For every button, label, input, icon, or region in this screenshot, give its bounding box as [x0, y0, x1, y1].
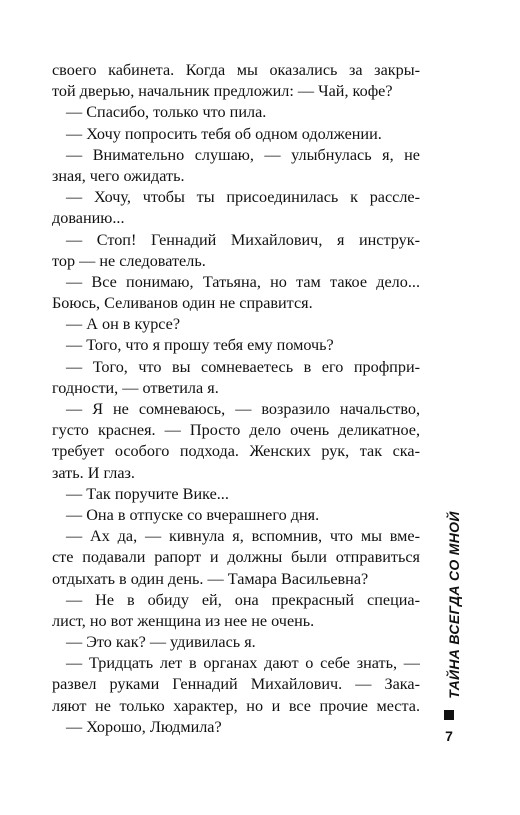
text-line: — А он в курсе?	[66, 315, 181, 334]
text-line: — Ах да, — кивнула я, вспомнив, что мы вме-	[66, 527, 420, 546]
text-line: отдыхать в один день. — Тамара Васильевна?	[52, 569, 369, 588]
text-line: — Того, что вы сомневаетесь в его профпри-	[66, 357, 420, 376]
text-line: своего кабинета. Когда мы оказались за закры-	[52, 61, 420, 79]
text-line: — Внимательно слушаю, — улыбнулась я, не	[66, 145, 420, 164]
running-title-text: ТАЙНА ВСЕГДА СО МНОЙ	[446, 511, 462, 699]
text-line: — Спасибо, только что пила.	[66, 103, 267, 122]
text-line: развел руками Геннадий Михайлович. — Зака-	[52, 675, 420, 694]
text-line: зать. И глаз.	[52, 463, 135, 482]
text-line: — Стоп! Геннадий Михайлович, я инструк-	[66, 230, 420, 249]
text-line: — Хочу, чтобы ты присоединилась к рассле-	[66, 188, 420, 207]
text-line: — Она в отпуске со вчерашнего дня.	[66, 505, 320, 524]
text-line: сте подавали рапорт и должны были отправиться	[52, 548, 420, 567]
text-line: — Хорошо, Людмила?	[66, 717, 222, 736]
text-line: годности, — ответила я.	[52, 378, 219, 397]
running-title	[445, 505, 463, 705]
square-marker-icon	[444, 710, 454, 720]
text-line: густо краснея. — Просто дело очень деликатное,	[52, 421, 420, 440]
text-line: — Я не сомневаюсь, — возразило начальство,	[66, 400, 420, 418]
text-line: — Не в обиду ей, она прекрасный специа-	[66, 590, 420, 609]
text-line: — Хочу попросить тебя об одном одолжении.	[66, 124, 382, 143]
text-line: — Того, что я прошу тебя ему помочь?	[66, 336, 334, 355]
text-line: — Это как? — удивилась я.	[66, 633, 256, 652]
text-line: ляют не только характер, но и все прочие места.	[52, 696, 420, 715]
page-number: 7	[445, 728, 453, 744]
text-line: лист, но вот женщина из нее не очень.	[52, 611, 315, 630]
text-line: дованию...	[52, 209, 125, 228]
text-line: — Все понимаю, Татьяна, но там такое дело...	[66, 272, 420, 291]
text-line: тор — не следователь.	[52, 251, 206, 270]
body-text	[52, 60, 420, 738]
text-line: — Так поручите Вике...	[66, 484, 229, 503]
text-line: требует особого подхода. Женских рук, так ска-	[52, 442, 420, 461]
text-line: той дверью, начальник предложил: — Чай, кофе?	[52, 82, 393, 101]
text-line: — Тридцать лет в органах дают о себе знать, —	[66, 654, 420, 673]
text-line: зная, чего ожидать.	[52, 166, 185, 185]
text-line: Боюсь, Селиванов один не справится.	[52, 294, 313, 313]
